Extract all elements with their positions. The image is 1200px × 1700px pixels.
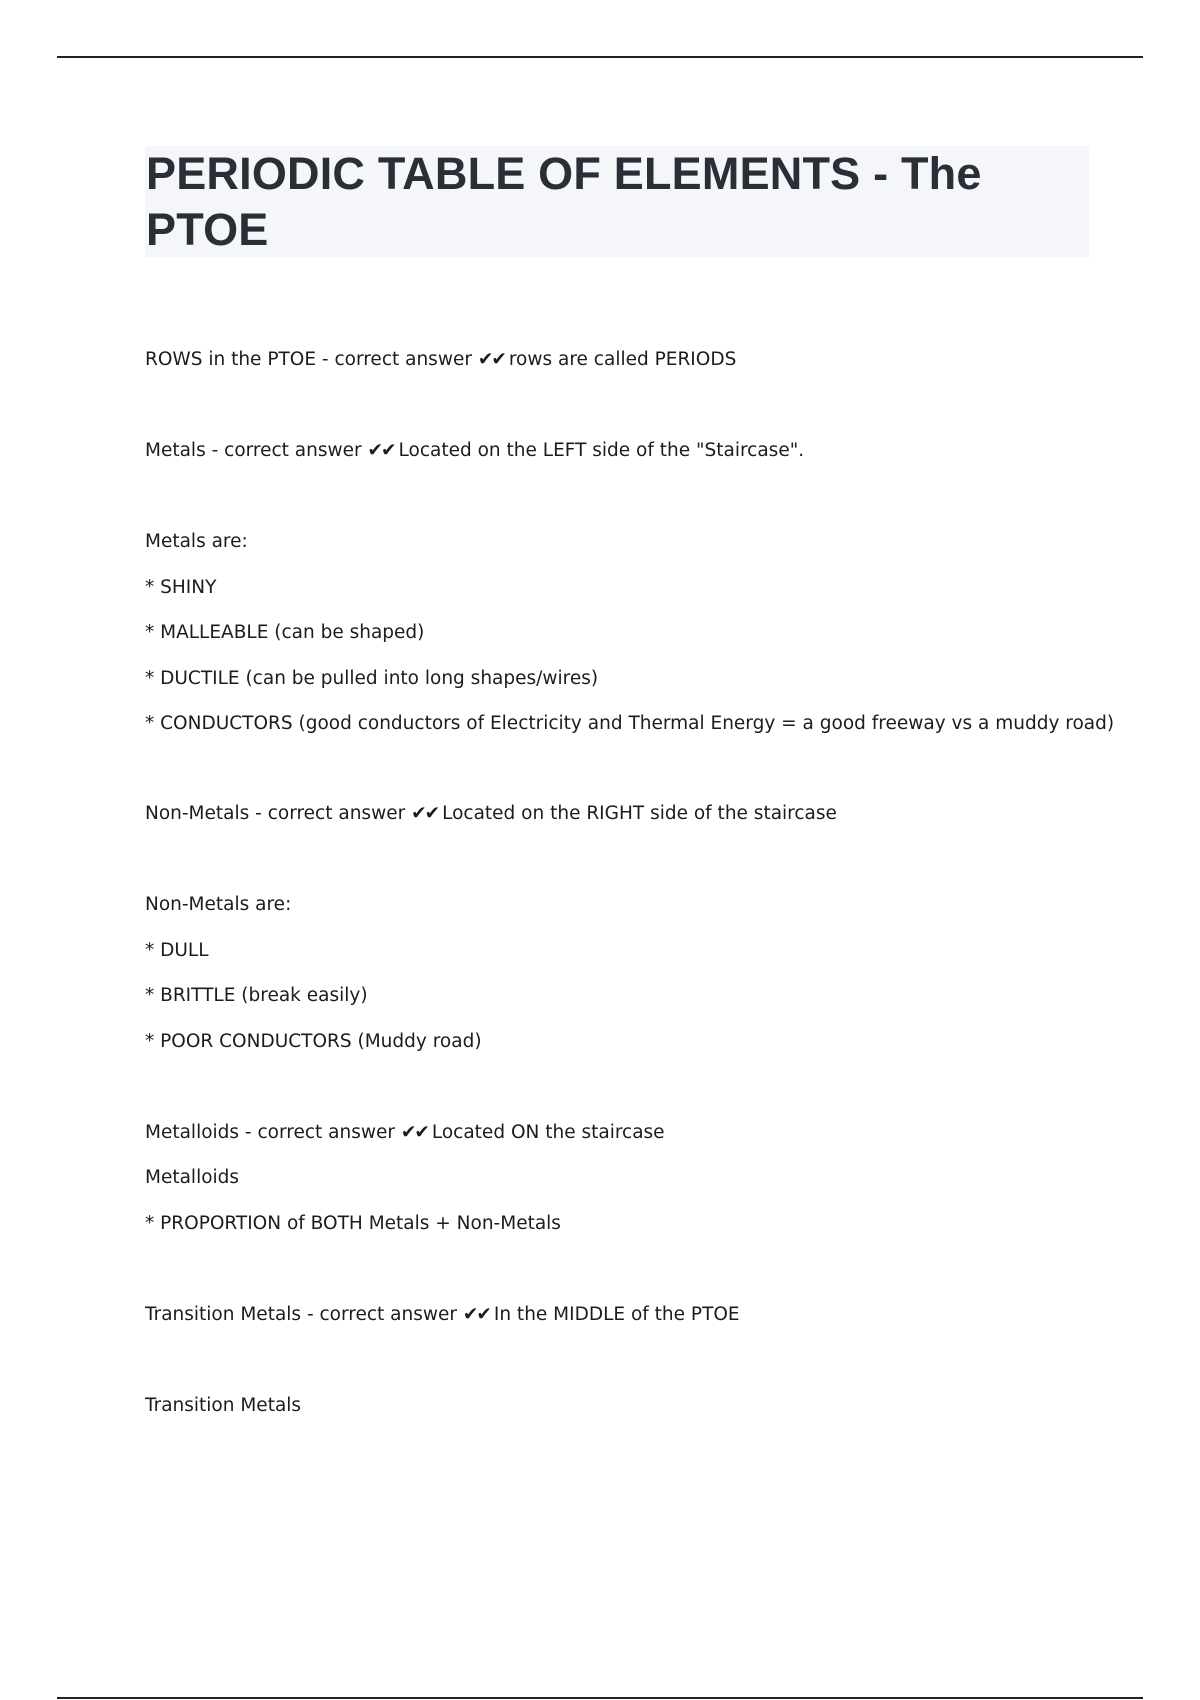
question-text: Metalloids - correct answer [145,1122,401,1143]
metalloids-label: Metalloids [145,1167,240,1188]
metals-bullet-shiny: * SHINY [145,577,217,598]
answer-text: Located on the RIGHT side of the staircase [442,803,837,824]
metals-bullet-conductors: * CONDUCTORS (good conductors of Electricity and Thermal Energy = a good freeway vs a muddy road) [145,713,1115,734]
non-metals-are-heading: Non-Metals are: [145,894,292,915]
double-check-icon: ✔✔ [411,803,439,824]
non-metals-bullet-poor-conductors: * POOR CONDUCTORS (Muddy road) [145,1031,482,1052]
answer-text: Located ON the staircase [431,1122,665,1143]
question-text: ROWS in the PTOE - correct answer [145,349,478,370]
question-text: Transition Metals - correct answer [145,1304,463,1325]
metals-bullet-ductile: * DUCTILE (can be pulled into long shapes/wires) [145,668,599,689]
qa-transition-metals [145,1303,740,1327]
top-rule [57,56,1143,58]
non-metals-bullet-brittle: * BRITTLE (break easily) [145,985,368,1006]
double-check-icon: ✔✔ [367,440,395,461]
question-text: Non-Metals - correct answer [145,803,412,824]
non-metals-bullet-dull: * DULL [145,940,209,961]
metals-are-heading: Metals are: [145,531,248,552]
qa-rows [145,348,736,372]
title-block [145,146,1089,257]
metals-bullet-malleable: * MALLEABLE (can be shaped) [145,622,425,643]
qa-non-metals [145,802,837,826]
bottom-rule [57,1697,1143,1699]
answer-text: Located on the LEFT side of the "Staircase". [398,440,805,461]
question-text: Metals - correct answer [145,440,368,461]
answer-text: rows are called PERIODS [508,349,737,370]
transition-metals-label: Transition Metals [145,1395,302,1416]
double-check-icon: ✔✔ [400,1122,428,1143]
answer-text: In the MIDDLE of the PTOE [493,1304,740,1325]
document-title: PERIODIC TABLE OF ELEMENTS - The PTOE [146,148,982,255]
double-check-icon: ✔✔ [462,1304,490,1325]
qa-metalloids [145,1121,665,1145]
qa-metals [145,439,804,463]
double-check-icon: ✔✔ [477,349,505,370]
metalloids-bullet-proportion: * PROPORTION of BOTH Metals + Non-Metals [145,1213,561,1234]
